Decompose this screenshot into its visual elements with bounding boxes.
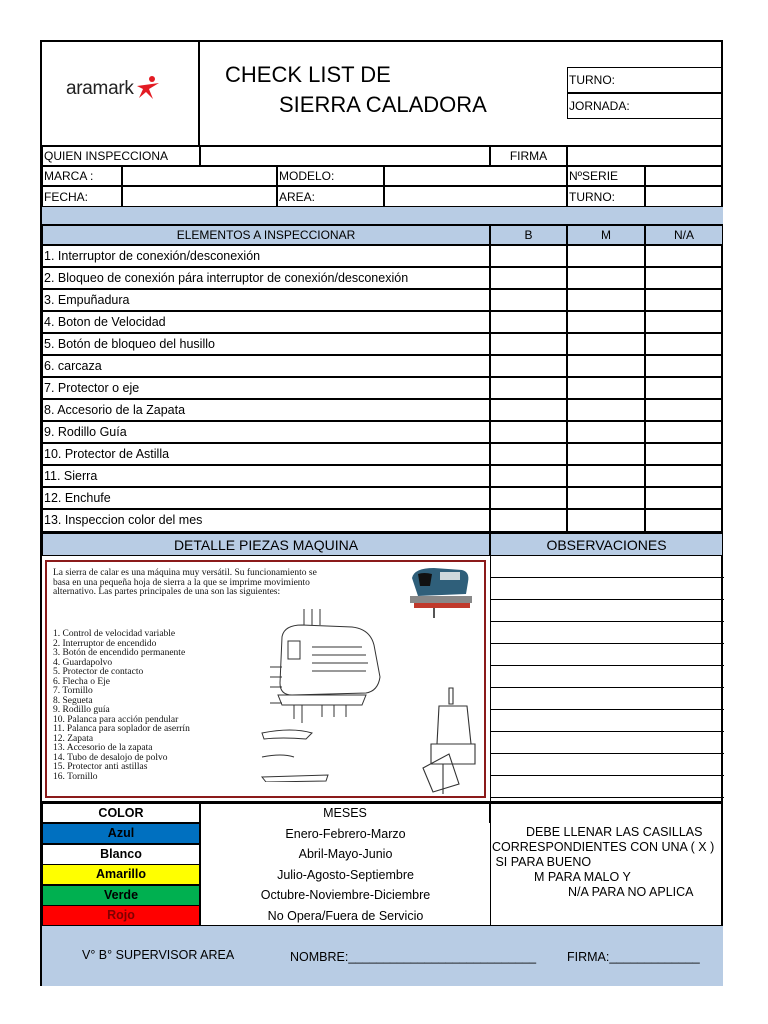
check-na-cell[interactable] (645, 465, 723, 487)
part-item: 3. Botón de encendido permanente (53, 648, 186, 658)
item-row-label: 2. Bloqueo de conexión pára interruptor de conexión/desconexión (42, 267, 490, 289)
item-row-label: 5. Botón de bloqueo del husillo (42, 333, 490, 355)
check-na-cell[interactable] (645, 355, 723, 377)
detalle-header: DETALLE PIEZAS MAQUINA (42, 532, 490, 556)
diagram-intro (53, 569, 383, 598)
check-m-cell[interactable] (567, 465, 645, 487)
part-item: 13. Accesorio de la zapata (53, 743, 153, 753)
part-item: 7. Tornillo (53, 686, 93, 696)
logo-area (42, 42, 200, 145)
quien-inspecciona-label: QUIEN INSPECCIONA (42, 146, 200, 166)
jornada-field[interactable] (567, 93, 723, 119)
part-item: 8. Segueta (53, 695, 93, 706)
check-m-cell[interactable] (567, 399, 645, 421)
fecha-field[interactable] (122, 186, 277, 207)
meses-value: Enero-Febrero-Marzo (200, 823, 490, 844)
check-b-cell[interactable] (490, 399, 567, 421)
check-na-cell[interactable] (645, 333, 723, 355)
check-b-cell[interactable] (490, 377, 567, 399)
check-na-cell[interactable] (645, 245, 723, 267)
part-item: 12. Zapata (53, 733, 94, 744)
check-na-cell[interactable] (645, 267, 723, 289)
item-row-label: 13. Inspeccion color del mes (42, 509, 490, 532)
check-b-cell[interactable] (490, 443, 567, 465)
color-header: COLOR (42, 803, 200, 823)
check-m-cell[interactable] (567, 289, 645, 311)
marca-label: MARCA : (42, 166, 122, 186)
check-b-cell[interactable] (490, 245, 567, 267)
check-m-cell[interactable] (567, 509, 645, 532)
firma-field[interactable] (567, 146, 723, 166)
title-line1: CHECK LIST DE (225, 62, 391, 87)
check-b-cell[interactable] (490, 333, 567, 355)
check-na-cell[interactable] (645, 311, 723, 333)
item-row-label: 1. Interruptor de conexión/desconexión (42, 245, 490, 267)
part-item: 10. Palanca para acción pendular (53, 714, 179, 725)
intro-line: basa en una pequeña hoja de sierra a la que se imprime movimiento (53, 577, 310, 588)
check-m-cell[interactable] (567, 443, 645, 465)
turno-field[interactable] (645, 186, 723, 207)
part-item: 6. Flecha o Eje (53, 676, 110, 687)
item-row-label: 10. Protector de Astilla (42, 443, 490, 465)
firma-signature-field[interactable]: FIRMA:_____________ (567, 950, 700, 964)
check-na-cell[interactable] (645, 421, 723, 443)
nserie-field[interactable] (645, 166, 723, 186)
instructions-text (490, 825, 723, 900)
instruction-line: M PARA MALO Y (534, 870, 631, 884)
area-label: AREA: (277, 186, 384, 207)
check-m-cell[interactable] (567, 355, 645, 377)
meses-value: No Opera/Fuera de Servicio (200, 905, 490, 926)
observaciones-area[interactable] (490, 556, 723, 801)
check-b-cell[interactable] (490, 289, 567, 311)
inspection-rows (42, 245, 723, 532)
check-na-cell[interactable] (645, 399, 723, 421)
logo-text: aramark (66, 78, 134, 99)
check-m-cell[interactable] (567, 245, 645, 267)
observaciones-lines (491, 556, 724, 801)
jigsaw-photo (404, 564, 476, 620)
checklist-sheet (40, 40, 723, 986)
nserie-label: NºSERIE (567, 166, 645, 186)
machine-diagram (45, 560, 486, 798)
meses-value: Octubre-Noviembre-Diciembre (200, 885, 490, 906)
check-b-cell[interactable] (490, 509, 567, 532)
item-row-label: 12. Enchufe (42, 487, 490, 509)
turno-header-label: TURNO: (569, 73, 615, 87)
part-item: 4. Guardapolvo (53, 657, 113, 668)
part-item: 2. Interruptor de encendido (53, 638, 157, 649)
instruction-line: CORRESPONDIENTES CON UNA ( X ) (492, 840, 715, 854)
color-swatch: Blanco (42, 844, 200, 865)
meses-header: MESES (200, 803, 490, 823)
footer-band (42, 925, 723, 986)
col-b-header: B (490, 225, 567, 245)
parts-list (53, 630, 253, 782)
turno-label: TURNO: (567, 186, 645, 207)
item-row-label: 4. Boton de Velocidad (42, 311, 490, 333)
instruction-line: DEBE LLENAR LAS CASILLAS (526, 825, 703, 839)
area-field[interactable] (384, 186, 567, 207)
star-person-icon (135, 74, 161, 100)
jigsaw-sketch (419, 684, 481, 796)
col-na-header: N/A (645, 225, 723, 245)
legend-section (42, 801, 723, 925)
color-swatch: Azul (42, 823, 200, 844)
color-swatch: Amarillo (42, 864, 200, 885)
check-m-cell[interactable] (567, 377, 645, 399)
jornada-label: JORNADA: (569, 99, 630, 113)
part-item: 11. Palanca para soplador de aserrín (53, 724, 190, 734)
part-item: 15. Protector anti astillas (53, 762, 148, 772)
item-row-label: 6. carcaza (42, 355, 490, 377)
modelo-field[interactable] (384, 166, 567, 186)
intro-line: La sierra de calar es una máquina muy versátil. Su funcionamiento se (53, 568, 317, 578)
part-item: 1. Control de velocidad variable (53, 629, 176, 639)
meses-value: Abril-Mayo-Junio (200, 844, 490, 865)
check-b-cell[interactable] (490, 465, 567, 487)
turno-header-field[interactable] (567, 67, 723, 93)
elementos-header: ELEMENTOS A INSPECCIONAR (42, 225, 490, 245)
check-b-cell[interactable] (490, 311, 567, 333)
check-m-cell[interactable] (567, 267, 645, 289)
instruction-line: SI PARA BUENO (492, 855, 592, 869)
item-row-label: 9. Rodillo Guía (42, 421, 490, 443)
part-item: 5. Protector de contacto (53, 667, 144, 677)
item-row-label: 11. Sierra (42, 465, 490, 487)
check-na-cell[interactable] (645, 509, 723, 532)
check-m-cell[interactable] (567, 421, 645, 443)
check-b-cell[interactable] (490, 355, 567, 377)
color-swatch: Rojo (42, 905, 200, 926)
check-m-cell[interactable] (567, 311, 645, 333)
observaciones-header: OBSERVACIONES (490, 532, 723, 556)
separator-band (42, 207, 723, 225)
firma-label: FIRMA (490, 146, 567, 166)
fecha-label: FECHA: (42, 186, 122, 207)
part-item: 14. Tubo de desalojo de polvo (53, 752, 168, 763)
info-grid (42, 145, 723, 207)
check-b-cell[interactable] (490, 487, 567, 509)
item-row-label: 3. Empuñadura (42, 289, 490, 311)
part-item: 16. Tornillo (53, 771, 98, 782)
check-b-cell[interactable] (490, 267, 567, 289)
item-row-label: 7. Protector o eje (42, 377, 490, 399)
check-m-cell[interactable] (567, 487, 645, 509)
modelo-label: MODELO: (277, 166, 384, 186)
supervisor-label: V° B° SUPERVISOR AREA (82, 948, 235, 962)
color-swatch: Verde (42, 885, 200, 906)
aramark-logo (66, 78, 161, 100)
nombre-field[interactable]: NOMBRE:___________________________ (290, 950, 537, 964)
jigsaw-drawing (242, 607, 392, 782)
instruction-line: N/A PARA NO APLICA (568, 885, 694, 899)
meses-value: Julio-Agosto-Septiembre (200, 864, 490, 885)
check-na-cell[interactable] (645, 443, 723, 465)
part-item: 9. Rodillo guía (53, 705, 110, 715)
quien-inspecciona-field[interactable] (200, 146, 490, 166)
intro-line: alternativo. Las partes principales de una son las siguientes: (53, 587, 281, 597)
check-na-cell[interactable] (645, 289, 723, 311)
check-b-cell[interactable] (490, 421, 567, 443)
check-na-cell[interactable] (645, 377, 723, 399)
item-row-label: 8. Accesorio de la Zapata (42, 399, 490, 421)
col-m-header: M (567, 225, 645, 245)
title-line2: SIERRA CALADORA (279, 92, 487, 117)
check-m-cell[interactable] (567, 333, 645, 355)
marca-field[interactable] (122, 166, 277, 186)
check-na-cell[interactable] (645, 487, 723, 509)
